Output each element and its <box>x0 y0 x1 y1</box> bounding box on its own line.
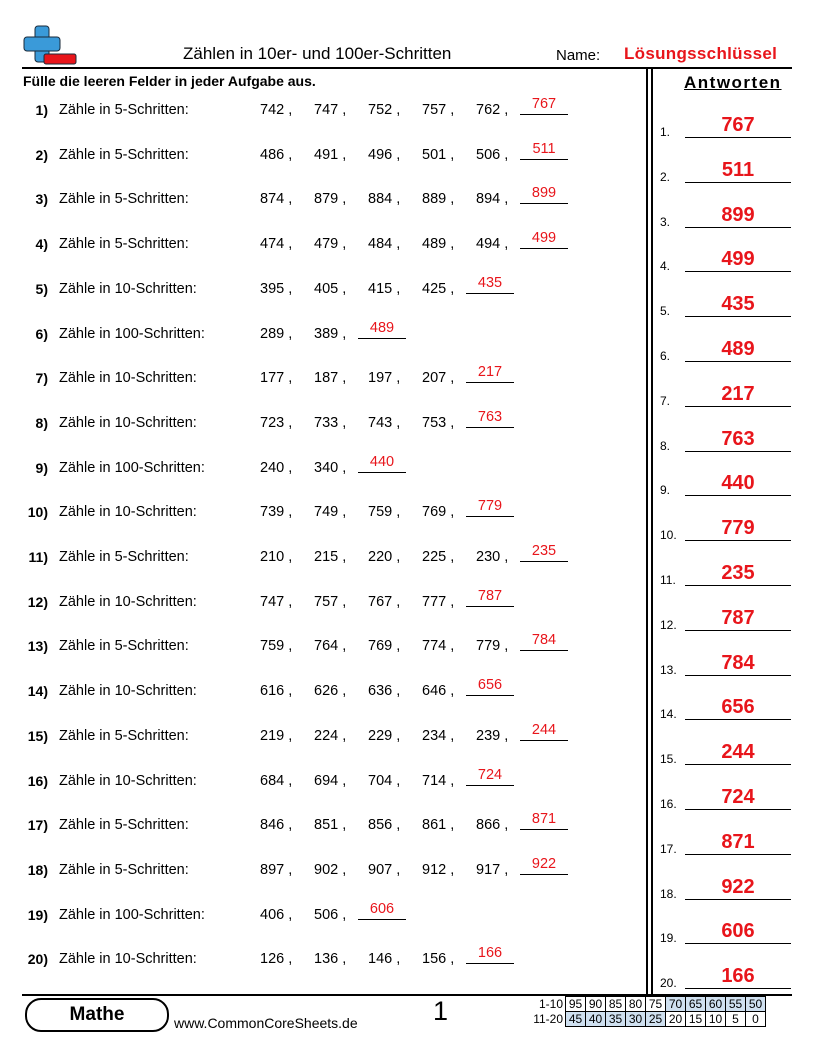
answer-key-value: 489 <box>685 338 791 362</box>
score-cell: 45 <box>566 1012 586 1027</box>
answer-key-item <box>660 155 792 185</box>
sequence-term: 646 , <box>422 683 455 700</box>
answer-key-item <box>660 334 792 364</box>
sequence-term: 215 , <box>314 549 347 565</box>
answer-blank[interactable]: 724 <box>466 767 514 786</box>
score-cell: 30 <box>626 1012 646 1027</box>
problem-row <box>0 319 640 354</box>
sequence-term: 474 , <box>260 236 293 253</box>
answer-key-item <box>660 289 792 319</box>
answer-key-value: 511 <box>685 159 791 183</box>
answer-key-number: 14. <box>660 707 677 722</box>
problem-number: 3) <box>35 191 48 208</box>
answer-key-item <box>660 244 792 274</box>
sequence-term: 879 , <box>314 191 347 208</box>
score-table <box>527 996 766 1027</box>
problem-row <box>0 230 640 264</box>
answer-key-item <box>660 513 792 543</box>
sequence-term: 395 , <box>260 280 293 297</box>
sequence-term: 874 , <box>260 191 293 208</box>
problem-row <box>0 408 640 443</box>
sequence-term: 917 , <box>476 861 509 878</box>
problem-instruction: Zähle in 5-Schritten: <box>59 638 189 655</box>
problem-instruction: Zähle in 10-Schritten: <box>59 772 197 789</box>
problem-instruction: Zähle in 10-Schritten: <box>59 280 197 297</box>
score-cell: 35 <box>606 1012 626 1027</box>
answer-key-number: 20. <box>660 976 677 991</box>
score-cell: 80 <box>626 997 646 1012</box>
sequence-term: 774 , <box>422 638 455 655</box>
sequence-term: 749 , <box>314 504 347 521</box>
answers-heading: Antworten <box>684 73 782 92</box>
score-cell: 70 <box>666 997 686 1012</box>
sequence-term: 856 , <box>368 817 401 834</box>
problem-number: 1) <box>35 102 48 118</box>
score-cell: 85 <box>606 997 626 1012</box>
sequence-term: 220 , <box>368 549 401 565</box>
sequence-term: 126 , <box>260 951 293 968</box>
answer-blank[interactable]: 435 <box>466 275 514 294</box>
sequence-term: 743 , <box>368 414 401 431</box>
sequence-term: 240 , <box>260 459 293 476</box>
answer-key-number: 3. <box>660 214 671 229</box>
answer-key-item <box>660 782 792 812</box>
logo-icon <box>22 24 78 66</box>
sequence-term: 769 , <box>368 638 401 655</box>
sequence-term: 415 , <box>368 280 401 297</box>
problem-row <box>0 721 640 756</box>
sequence-term: 767 , <box>368 593 401 610</box>
answer-blank[interactable]: 767 <box>520 96 568 115</box>
answer-key-value: 166 <box>685 965 791 989</box>
sequence-term: 779 , <box>476 638 509 655</box>
sequence-term: 742 , <box>260 102 293 118</box>
answer-blank[interactable]: 244 <box>520 722 568 741</box>
problem-number: 13) <box>27 638 48 655</box>
sequence-term: 210 , <box>260 549 293 565</box>
name-label: Name: <box>556 47 601 64</box>
answer-key-value: 435 <box>685 293 791 317</box>
answer-key-value: 440 <box>685 472 791 496</box>
sequence-term: 757 , <box>314 593 347 610</box>
sequence-term: 694 , <box>314 772 347 789</box>
footer-url: www.CommonCoreSheets.de <box>174 1015 358 1031</box>
sequence-term: 479 , <box>314 236 347 253</box>
answer-blank[interactable]: 440 <box>358 454 406 473</box>
answer-key-item <box>660 916 792 946</box>
answer-key-number: 4. <box>660 259 671 274</box>
sequence-term: 757 , <box>422 102 455 118</box>
problem-number: 15) <box>27 727 48 744</box>
score-cell: 95 <box>566 997 586 1012</box>
sequence-term: 224 , <box>314 727 347 744</box>
score-cell: 20 <box>666 1012 686 1027</box>
sequence-term: 230 , <box>476 549 509 565</box>
answer-key-number: 13. <box>660 662 677 677</box>
answer-key-number: 6. <box>660 349 671 363</box>
problem-instruction: Zähle in 5-Schritten: <box>59 191 189 208</box>
sequence-term: 626 , <box>314 683 347 700</box>
answer-key-value: 779 <box>685 517 791 541</box>
sequence-term: 340 , <box>314 459 347 476</box>
sequence-term: 225 , <box>422 549 455 565</box>
score-row <box>527 1012 766 1027</box>
page-title: Zählen in 10er- und 100er-Schritten <box>183 44 452 63</box>
problem-number: 6) <box>35 325 48 342</box>
problem-instruction: Zähle in 100-Schritten: <box>59 459 205 476</box>
answer-key-value: 217 <box>685 383 791 407</box>
sequence-term: 889 , <box>422 191 455 208</box>
answer-key-value: 871 <box>685 831 791 855</box>
sequence-term: 156 , <box>422 951 455 968</box>
answer-blank[interactable]: 899 <box>520 185 568 204</box>
sequence-term: 146 , <box>368 951 401 968</box>
sequence-term: 762 , <box>476 102 509 118</box>
sequence-term: 912 , <box>422 861 455 878</box>
problem-instruction: Zähle in 5-Schritten: <box>59 727 189 744</box>
answer-key-item <box>660 603 792 633</box>
sequence-term: 752 , <box>368 102 401 118</box>
problem-instruction: Zähle in 100-Schritten: <box>59 325 205 342</box>
name-value: Lösungsschlüssel <box>624 44 778 63</box>
page-number: 1 <box>433 996 449 1026</box>
sequence-term: 494 , <box>476 236 509 253</box>
score-row-label: 1-10 <box>538 997 563 1011</box>
sequence-term: 866 , <box>476 817 509 834</box>
problem-row <box>0 274 640 309</box>
problem-number: 20) <box>27 951 48 968</box>
problem-number: 14) <box>27 683 48 700</box>
answer-key-value: 784 <box>685 652 791 676</box>
column-divider-left <box>646 68 648 995</box>
score-row <box>527 997 766 1012</box>
sequence-term: 486 , <box>260 146 293 163</box>
problem-instruction: Zähle in 10-Schritten: <box>59 414 197 431</box>
problem-instruction: Zähle in 5-Schritten: <box>59 236 189 253</box>
problem-instruction: Zähle in 10-Schritten: <box>59 593 197 610</box>
answer-key-item <box>660 558 792 588</box>
problem-number: 19) <box>27 906 48 923</box>
answer-key-item <box>660 872 792 902</box>
sequence-term: 187 , <box>314 370 347 387</box>
answer-key-value: 899 <box>685 204 791 228</box>
answer-key-value: 499 <box>685 248 791 272</box>
sequence-term: 289 , <box>260 325 293 342</box>
problem-row <box>0 811 640 845</box>
answer-key-value: 763 <box>685 428 791 452</box>
header-divider <box>22 67 792 69</box>
instructions: Fülle die leeren Felder in jeder Aufgabe aus. <box>23 73 316 89</box>
sequence-term: 704 , <box>368 772 401 789</box>
answer-key-number: 19. <box>660 931 677 946</box>
answer-key-item <box>660 379 792 409</box>
problem-row <box>0 587 640 622</box>
problem-instruction: Zähle in 5-Schritten: <box>59 549 189 565</box>
answer-key-item <box>660 648 792 678</box>
problem-row <box>0 364 640 398</box>
answer-key-number: 8. <box>660 438 671 453</box>
answer-key-value: 656 <box>685 696 791 720</box>
answer-key-value: 767 <box>685 114 791 138</box>
problem-instruction: Zähle in 10-Schritten: <box>59 504 197 521</box>
sequence-term: 851 , <box>314 817 347 834</box>
answer-key-number: 10. <box>660 528 677 543</box>
answer-blank[interactable]: 489 <box>358 320 406 339</box>
problem-row <box>0 185 640 219</box>
answer-blank[interactable]: 606 <box>358 901 406 920</box>
answer-key-number: 15. <box>660 752 677 767</box>
sequence-term: 425 , <box>422 280 455 297</box>
sequence-term: 764 , <box>314 638 347 655</box>
problem-row <box>0 945 640 979</box>
problem-row <box>0 140 640 175</box>
subject-badge: Mathe <box>25 998 169 1032</box>
problem-number: 8) <box>35 414 48 431</box>
answer-key-item <box>660 424 792 454</box>
problem-row <box>0 766 640 801</box>
problem-row <box>0 677 640 711</box>
problem-number: 11) <box>28 549 48 565</box>
sequence-term: 907 , <box>368 861 401 878</box>
sequence-term: 177 , <box>260 370 293 387</box>
answer-blank[interactable]: 784 <box>520 632 568 651</box>
sequence-term: 406 , <box>260 906 293 923</box>
sequence-term: 239 , <box>476 727 509 744</box>
answer-key-value: 244 <box>685 741 791 765</box>
sequence-term: 616 , <box>260 683 293 700</box>
answer-key-value: 922 <box>685 876 791 900</box>
answer-key-number: 7. <box>660 393 671 408</box>
problem-instruction: Zähle in 5-Schritten: <box>59 146 189 163</box>
sequence-term: 197 , <box>368 370 401 387</box>
problem-number: 17) <box>27 817 48 834</box>
score-cell: 75 <box>646 997 666 1012</box>
sequence-term: 723 , <box>260 414 293 431</box>
answer-blank[interactable]: 166 <box>466 945 514 964</box>
sequence-term: 684 , <box>260 772 293 789</box>
sequence-term: 884 , <box>368 191 401 208</box>
score-cell: 10 <box>706 1012 726 1027</box>
problem-row <box>0 498 640 532</box>
sequence-term: 739 , <box>260 504 293 521</box>
score-cell: 0 <box>746 1012 766 1027</box>
score-cell: 65 <box>686 997 706 1012</box>
answer-blank[interactable]: 763 <box>466 409 514 428</box>
answer-key-item <box>660 737 792 767</box>
problem-number: 4) <box>35 236 48 253</box>
score-cell: 55 <box>726 997 746 1012</box>
answer-blank[interactable]: 656 <box>466 677 514 696</box>
problem-number: 18) <box>27 861 48 878</box>
problem-instruction: Zähle in 100-Schritten: <box>59 906 205 923</box>
sequence-term: 229 , <box>368 727 401 744</box>
answer-blank[interactable]: 499 <box>520 230 568 249</box>
sequence-term: 405 , <box>314 280 347 297</box>
sequence-term: 733 , <box>314 414 347 431</box>
problem-instruction: Zähle in 5-Schritten: <box>59 102 189 118</box>
answer-blank[interactable]: 922 <box>520 856 568 875</box>
answer-key-value: 235 <box>685 562 791 586</box>
sequence-term: 759 , <box>368 504 401 521</box>
sequence-term: 753 , <box>422 414 455 431</box>
answer-key-number: 18. <box>660 886 677 901</box>
answer-key-item <box>660 827 792 857</box>
sequence-term: 861 , <box>422 817 455 834</box>
sequence-term: 846 , <box>260 817 293 834</box>
answer-key-number: 9. <box>660 483 671 498</box>
answer-key-value: 606 <box>685 920 791 944</box>
problem-instruction: Zähle in 5-Schritten: <box>59 817 189 834</box>
problem-instruction: Zähle in 10-Schritten: <box>59 370 197 387</box>
problem-row <box>0 900 640 935</box>
column-divider-right <box>651 68 653 995</box>
sequence-term: 506 , <box>476 146 509 163</box>
problem-number: 9) <box>35 459 48 476</box>
answer-key-number: 12. <box>660 617 677 632</box>
sequence-term: 506 , <box>314 906 347 923</box>
sequence-term: 136 , <box>314 951 347 968</box>
answer-key-value: 724 <box>685 786 791 810</box>
answer-blank[interactable]: 787 <box>466 588 514 607</box>
answer-blank[interactable]: 511 <box>520 141 568 160</box>
answer-blank[interactable]: 779 <box>466 498 514 517</box>
answer-key-number: 2. <box>660 169 671 184</box>
problem-row <box>0 632 640 666</box>
score-cell: 15 <box>686 1012 706 1027</box>
problem-instruction: Zähle in 5-Schritten: <box>59 861 189 878</box>
problem-number: 5) <box>35 280 48 297</box>
sequence-term: 219 , <box>260 727 293 744</box>
sequence-term: 897 , <box>260 861 293 878</box>
problem-number: 12) <box>27 593 48 610</box>
problem-instruction: Zähle in 10-Schritten: <box>59 683 197 700</box>
answer-key-item <box>660 110 792 140</box>
answer-key-item <box>660 468 792 498</box>
problem-row <box>0 96 640 130</box>
answer-key-item <box>660 692 792 722</box>
sequence-term: 714 , <box>422 772 455 789</box>
sequence-term: 496 , <box>368 146 401 163</box>
sequence-term: 207 , <box>422 370 455 387</box>
score-cell: 90 <box>586 997 606 1012</box>
answer-key-number: 11. <box>660 573 676 587</box>
score-cell: 40 <box>586 1012 606 1027</box>
sequence-term: 777 , <box>422 593 455 610</box>
answer-key-item <box>660 961 792 991</box>
problem-number: 10) <box>27 504 48 521</box>
sequence-term: 489 , <box>422 236 455 253</box>
sequence-term: 747 , <box>314 102 347 118</box>
problem-row <box>0 543 640 577</box>
sequence-term: 484 , <box>368 236 401 253</box>
score-cell: 60 <box>706 997 726 1012</box>
problem-row <box>0 855 640 890</box>
sequence-term: 234 , <box>422 727 455 744</box>
problem-instruction: Zähle in 10-Schritten: <box>59 951 197 968</box>
sequence-term: 769 , <box>422 504 455 521</box>
answer-key-number: 1. <box>660 125 671 139</box>
problem-number: 2) <box>35 146 48 163</box>
answer-key-number: 5. <box>660 304 671 319</box>
score-cell: 50 <box>746 997 766 1012</box>
score-cell: 5 <box>726 1012 746 1027</box>
answer-key-value: 787 <box>685 607 791 631</box>
score-cell: 25 <box>646 1012 666 1027</box>
answer-blank[interactable]: 871 <box>520 811 568 830</box>
answer-blank[interactable]: 235 <box>520 543 568 562</box>
problem-number: 7) <box>35 370 48 387</box>
sequence-term: 759 , <box>260 638 293 655</box>
sequence-term: 501 , <box>422 146 455 163</box>
sequence-term: 902 , <box>314 861 347 878</box>
answer-blank[interactable]: 217 <box>466 364 514 383</box>
sequence-term: 636 , <box>368 683 401 700</box>
problem-number: 16) <box>27 772 48 789</box>
problem-row <box>0 453 640 488</box>
answer-key-number: 16. <box>660 797 677 811</box>
sequence-term: 894 , <box>476 191 509 208</box>
answer-key-item <box>660 200 792 230</box>
sequence-term: 389 , <box>314 325 347 342</box>
sequence-term: 747 , <box>260 593 293 610</box>
score-row-label: 11-20 <box>533 1012 563 1026</box>
answer-key-number: 17. <box>660 841 677 856</box>
sequence-term: 491 , <box>314 146 347 163</box>
